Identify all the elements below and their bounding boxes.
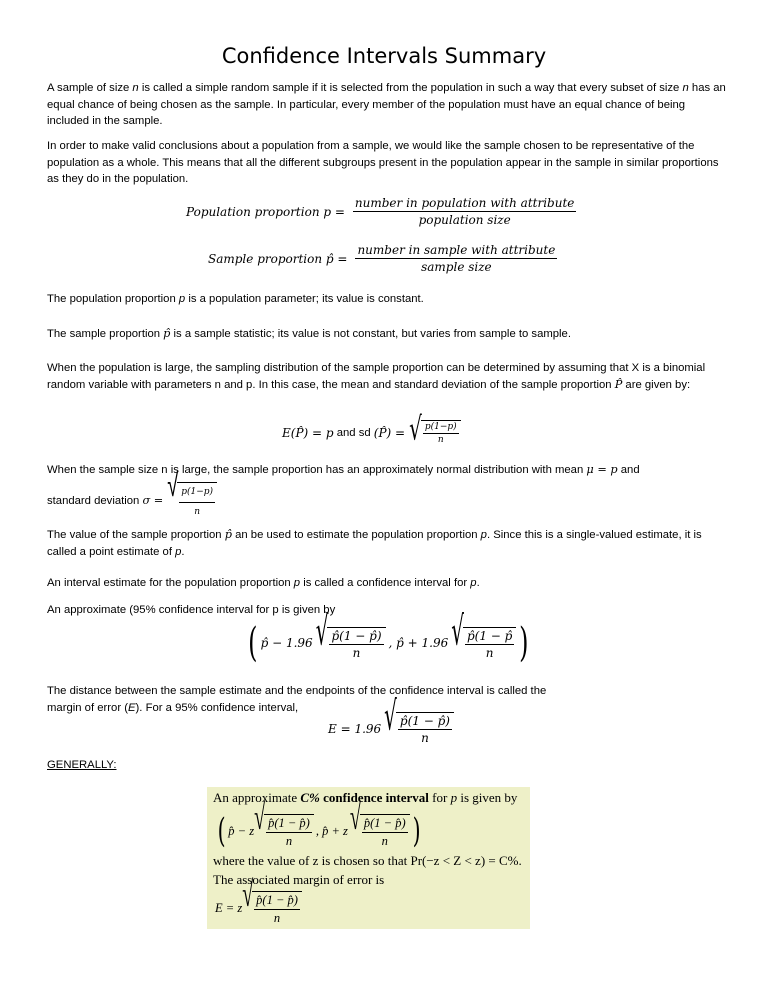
text: an be used to estimate the population proportion	[231, 529, 481, 541]
box-line-3: The associated margin of error is	[213, 872, 385, 887]
text: When the sample size n is large, the sample proportion has an approximately normal distribution with mean	[47, 464, 587, 476]
sqrt	[254, 797, 314, 849]
paragraph-normal-approx	[47, 462, 727, 479]
ci-lower-term: p̂ − 1.96	[260, 636, 313, 650]
page-title: Confidence Intervals Summary	[221, 44, 547, 68]
var-C: C%	[300, 790, 320, 805]
text: has an equal chance of being chosen as the sample. In particular, every member of the population must have an equal chance of being included in the sample.	[47, 82, 726, 127]
text: The population proportion	[47, 293, 179, 305]
var-p: p	[450, 790, 458, 805]
sqrt	[451, 606, 516, 660]
text: and	[617, 464, 640, 476]
fraction-denominator: n	[194, 506, 201, 517]
paragraph-interval-estimate	[47, 575, 727, 592]
paragraph-point-estimate	[47, 527, 727, 560]
equation-sigma: σ =	[142, 493, 164, 507]
fraction-denominator: n	[437, 435, 444, 445]
text: The sample proportion	[47, 328, 164, 340]
fraction	[398, 714, 452, 745]
fraction-denominator: n	[485, 645, 494, 660]
heading-generally: GENERALLY:	[47, 759, 117, 771]
equation-lhs: E = z	[215, 901, 243, 915]
fraction-numerator: p̂(1 − p̂)	[399, 714, 450, 728]
var-p: p	[293, 577, 301, 589]
fraction	[465, 629, 514, 660]
fraction-numerator: p̂(1 − p̂)	[362, 816, 408, 833]
equation-margin-of-error	[328, 691, 454, 745]
paragraph-population-parameter	[47, 291, 727, 308]
var-E: E	[127, 701, 136, 714]
equation-mean: E(P̂) = p	[282, 425, 334, 440]
var-n: n	[682, 82, 689, 94]
fraction	[353, 196, 576, 227]
radical-sign: √	[349, 797, 361, 838]
equation-lhs: Population proportion p =	[186, 204, 345, 219]
fraction	[423, 422, 459, 445]
text: is called a simple random sample if it is selected from the population in such a way that every subset of size	[138, 82, 683, 94]
right-paren: )	[412, 811, 421, 851]
right-paren: )	[519, 620, 529, 666]
fraction-numerator: p̂(1 − p̂)	[254, 893, 300, 910]
fraction	[329, 629, 383, 660]
left-paren: (	[217, 811, 226, 851]
paragraph-sample-statistic	[47, 326, 727, 343]
sqrt	[349, 797, 410, 849]
fraction-denominator: n	[381, 833, 388, 848]
text: A sample of size	[47, 82, 133, 94]
text: for	[428, 790, 451, 805]
paragraph-margin-of-error	[47, 683, 567, 716]
fraction-denominator: n	[285, 833, 293, 848]
radical-sign: √	[254, 797, 266, 838]
fraction-denominator: n	[421, 731, 429, 745]
fraction-numerator: p̂(1 − p̂)	[331, 628, 382, 643]
text: is called a confidence interval for	[300, 577, 471, 589]
var-n: n	[132, 82, 139, 94]
equation-population-proportion	[186, 196, 576, 227]
radical-sign: √	[315, 606, 329, 654]
ci-upper-term: , p̂ + z	[315, 823, 348, 838]
sqrt	[384, 691, 454, 745]
ci-upper-term: , p̂ + 1.96	[388, 636, 449, 650]
sqrt-body	[396, 712, 454, 745]
radical-sign: √	[451, 606, 464, 654]
var-P-hat: P̂	[614, 377, 623, 391]
sqrt	[167, 469, 217, 520]
sqrt-body	[327, 627, 385, 660]
text: confidence interval	[319, 790, 429, 805]
paragraph-95-ci: An approximate (95% confidence interval for p is given by	[47, 604, 336, 616]
fraction-denominator: sample size	[421, 260, 492, 274]
equation-confidence-interval	[245, 606, 532, 668]
radical-sign: √	[167, 469, 179, 505]
equation-mean-sd	[282, 409, 461, 448]
equation-sd: (P̂) =	[373, 425, 406, 440]
sqrt-body	[177, 482, 217, 520]
radical-sign: √	[384, 691, 397, 740]
text: The value of the sample proportion	[47, 529, 225, 541]
equation-sample-proportion	[208, 243, 557, 274]
paragraph-sampling-distribution	[47, 360, 727, 393]
var-p: p	[175, 545, 182, 558]
sqrt-body	[463, 627, 516, 660]
text: When the population is large, the sampling distribution of the sample proportion can be determined by assuming that X is a binomial random variable with parameters n and p. In this case, the mean and standard deviation of the sample proportion	[47, 362, 706, 391]
fraction-denominator: population size	[418, 213, 511, 227]
equation-lhs: Sample proportion p̂ =	[208, 251, 348, 266]
fraction-numerator: p̂(1 − p̂	[466, 628, 513, 643]
paragraph-representative-sample: In order to make valid conclusions about a population from a sample, we would like the sample chosen to be representative of the population as a whole. This means that all the different subgroups present in the population appear in the sample in similar proportions as they do in the population.	[47, 140, 719, 185]
fraction-denominator: n	[352, 645, 361, 660]
fraction-numerator: p(1−p)	[179, 484, 215, 503]
var-p: p	[470, 577, 477, 589]
text: are given by:	[622, 378, 691, 391]
box-line-2: where the value of z is chosen so that Pr(−z < Z < z) = C%.	[213, 853, 522, 868]
text: standard deviation	[47, 494, 143, 507]
text: The distance between the sample estimate and the endpoints of the confidence interval is called the margin of error (	[47, 685, 547, 714]
var-p-hat: p̂	[224, 528, 232, 541]
fraction	[355, 243, 557, 274]
var-p-hat: p̂	[163, 327, 171, 340]
text: is a sample statistic; its value is not constant, but varies from sample to sample.	[170, 328, 571, 340]
ci-lower-term: p̂ − z	[228, 823, 255, 838]
equation-mu: μ = p	[586, 463, 618, 476]
radical-sign: √	[409, 409, 422, 448]
equation-lhs: E = 1.96	[328, 721, 382, 736]
var-p: p	[480, 529, 487, 541]
text: An approximate	[213, 790, 301, 805]
left-paren: (	[248, 620, 258, 666]
text: .	[476, 577, 480, 589]
sqrt	[409, 409, 461, 448]
general-ci-box	[207, 787, 530, 929]
box-me-equation	[215, 875, 302, 926]
sqrt-body	[421, 420, 461, 445]
sqrt-body	[252, 891, 302, 926]
sqrt-body	[360, 814, 410, 849]
sqrt	[242, 875, 302, 926]
text: . Since this is a single-valued estimate, it is called a point estimate of	[47, 529, 702, 558]
text-and-sd: and sd	[333, 426, 374, 439]
fraction-denominator: n	[273, 911, 281, 925]
paragraph-srs-definition	[47, 80, 727, 130]
fraction	[266, 816, 312, 849]
text: is given by	[457, 790, 518, 805]
text: .	[181, 545, 185, 558]
fraction	[254, 893, 300, 926]
text: is a population parameter; its value is constant.	[185, 293, 424, 305]
radical-sign: √	[242, 875, 254, 915]
fraction-numerator: number in population with attribute	[354, 196, 575, 210]
sqrt	[315, 606, 386, 660]
text: ). For a 95% confidence interval,	[135, 701, 299, 714]
text: An interval estimate for the population proportion	[47, 577, 294, 589]
fraction-numerator: number in sample with attribute	[357, 243, 556, 257]
fraction	[362, 816, 408, 849]
sqrt-body	[264, 814, 314, 849]
var-p: p	[178, 293, 186, 305]
fraction-numerator: p(1−p)	[424, 422, 457, 432]
fraction-numerator: p̂(1 − p̂)	[266, 816, 312, 833]
fraction	[179, 484, 215, 520]
